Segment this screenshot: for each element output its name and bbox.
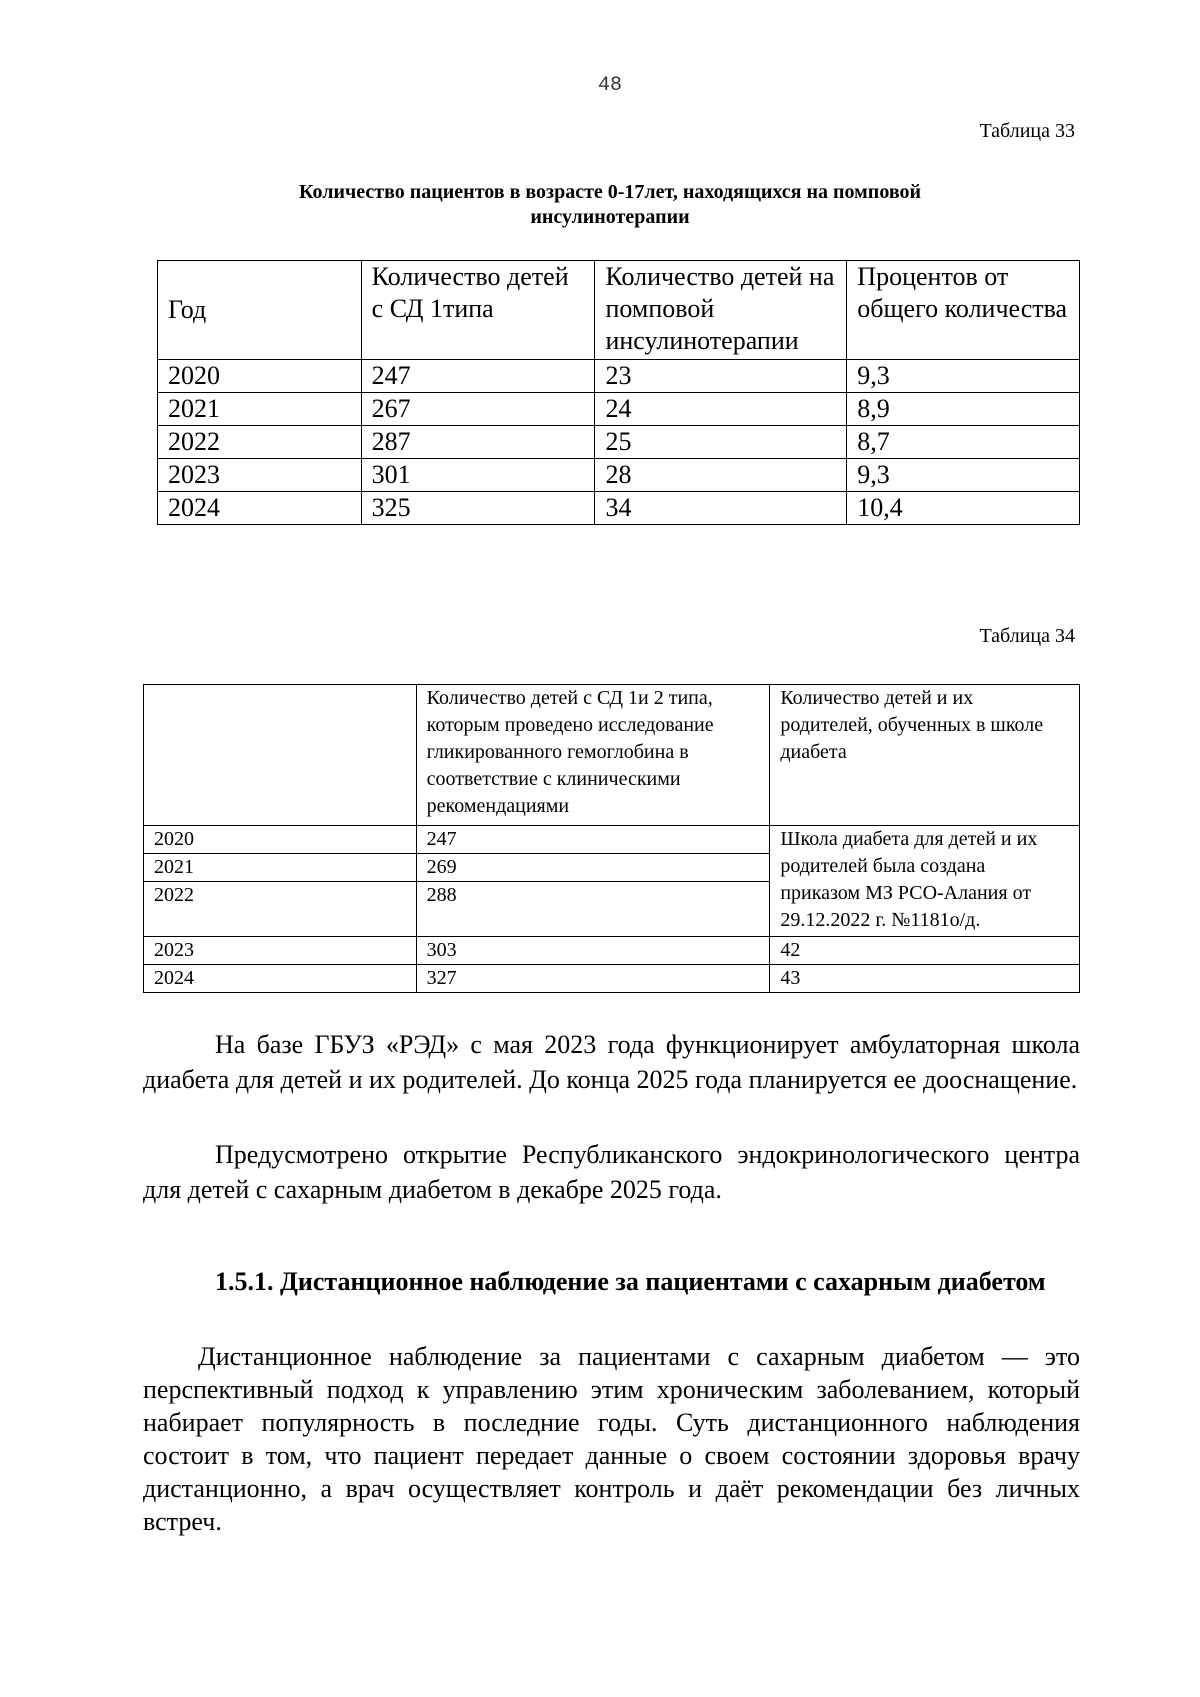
table-cell: 8,7 <box>847 426 1080 459</box>
table-cell: 2020 <box>158 360 362 393</box>
table-cell: 2021 <box>144 854 417 882</box>
table-cell: 247 <box>416 826 770 854</box>
table-34-header-school: Количество детей и их родителей, обученных в школе диабета <box>770 685 1080 826</box>
table-cell: 8,9 <box>847 393 1080 426</box>
section-title: Дистанционное наблюдение за пациентами с сахарным диабетом <box>280 1267 1046 1296</box>
table-33 <box>157 260 1080 525</box>
table-row <box>158 360 1080 393</box>
table-cell: 2024 <box>158 492 362 525</box>
table-33-header-row <box>158 261 1080 360</box>
paragraph-school: На базе ГБУЗ «РЭД» с мая 2023 года функционирует амбулаторная школа диабета для детей и их родителей. До конца 2025 года планируется ее дооснащение. <box>143 1030 1080 1094</box>
table-33-header-pump: Количество детей на помповой инсулинотерапии <box>595 261 847 360</box>
table-cell: 9,3 <box>847 459 1080 492</box>
table-cell: 23 <box>595 360 847 393</box>
paragraph-remote-monitoring: Дистанционное наблюдение за пациентами с сахарным диабетом — это перспективный подход к управлению этим хроническим заболеванием, который набирает популярность в последние годы. Суть дистанционного наблюдения состоит в том, что пациент передает данные о своем состоянии здоровья врачу дистанционно, а врач осуществляет контроль и даёт рекомендации без личных встреч. <box>143 1342 1080 1536</box>
table-cell: 42 <box>770 937 1080 965</box>
table-row <box>158 393 1080 426</box>
table-cell: 25 <box>595 426 847 459</box>
table-row <box>158 492 1080 525</box>
section-number: 1.5.1. <box>215 1267 274 1296</box>
table-cell: 247 <box>361 360 595 393</box>
table-cell: 9,3 <box>847 360 1080 393</box>
table-33-label: Таблица 33 <box>979 120 1075 142</box>
table-row <box>144 826 1080 854</box>
table-cell: 34 <box>595 492 847 525</box>
table-cell: 2022 <box>158 426 362 459</box>
table-row <box>158 459 1080 492</box>
table-33-header-percent: Процентов от общего количества <box>847 261 1080 360</box>
section-heading <box>143 1265 1080 1299</box>
table-cell: 327 <box>416 965 770 993</box>
table-row <box>144 937 1080 965</box>
page-number: 48 <box>597 74 622 97</box>
table-34-merged-note: Школа диабета для детей и их родителей была создана приказом МЗ РСО-Алания от 29.12.2022 г. №1181о/д. <box>770 826 1080 937</box>
table-33-title-line-2: инсулинотерапии <box>530 206 690 228</box>
table-33-title-line-1: Количество пациентов в возрасте 0-17лет, находящихся на помповой <box>298 181 922 203</box>
paragraph-center: Предусмотрено открытие Республиканского эндокринологического центра для детей с сахарным диабетом в декабре 2025 года. <box>143 1140 1080 1204</box>
table-cell: 287 <box>361 426 595 459</box>
table-cell: 43 <box>770 965 1080 993</box>
table-cell: 303 <box>416 937 770 965</box>
table-cell: 2023 <box>158 459 362 492</box>
table-34-label: Таблица 34 <box>979 625 1075 647</box>
table-34 <box>143 684 1080 993</box>
table-34-header-hba1c: Количество детей с СД 1и 2 типа, которым проведено исследование гликированного гемоглобина в соответствие с клиническими рекомендациями <box>416 685 770 826</box>
table-cell: 28 <box>595 459 847 492</box>
table-cell: 2023 <box>144 937 417 965</box>
table-cell: 2021 <box>158 393 362 426</box>
table-33-header-children: Количество детей с СД 1типа <box>361 261 595 360</box>
table-cell: 2024 <box>144 965 417 993</box>
table-cell: 301 <box>361 459 595 492</box>
table-cell: 2020 <box>144 826 417 854</box>
table-cell: 10,4 <box>847 492 1080 525</box>
table-cell: 269 <box>416 854 770 882</box>
table-33-title <box>150 180 1070 230</box>
table-cell: 288 <box>416 882 770 937</box>
table-34-header-empty <box>144 685 417 826</box>
table-cell: 325 <box>361 492 595 525</box>
table-33-header-year: Год <box>158 261 362 360</box>
table-row <box>144 965 1080 993</box>
table-cell: 2022 <box>144 882 417 937</box>
table-cell: 24 <box>595 393 847 426</box>
table-row <box>158 426 1080 459</box>
table-cell: 267 <box>361 393 595 426</box>
table-34-header-row <box>144 685 1080 826</box>
